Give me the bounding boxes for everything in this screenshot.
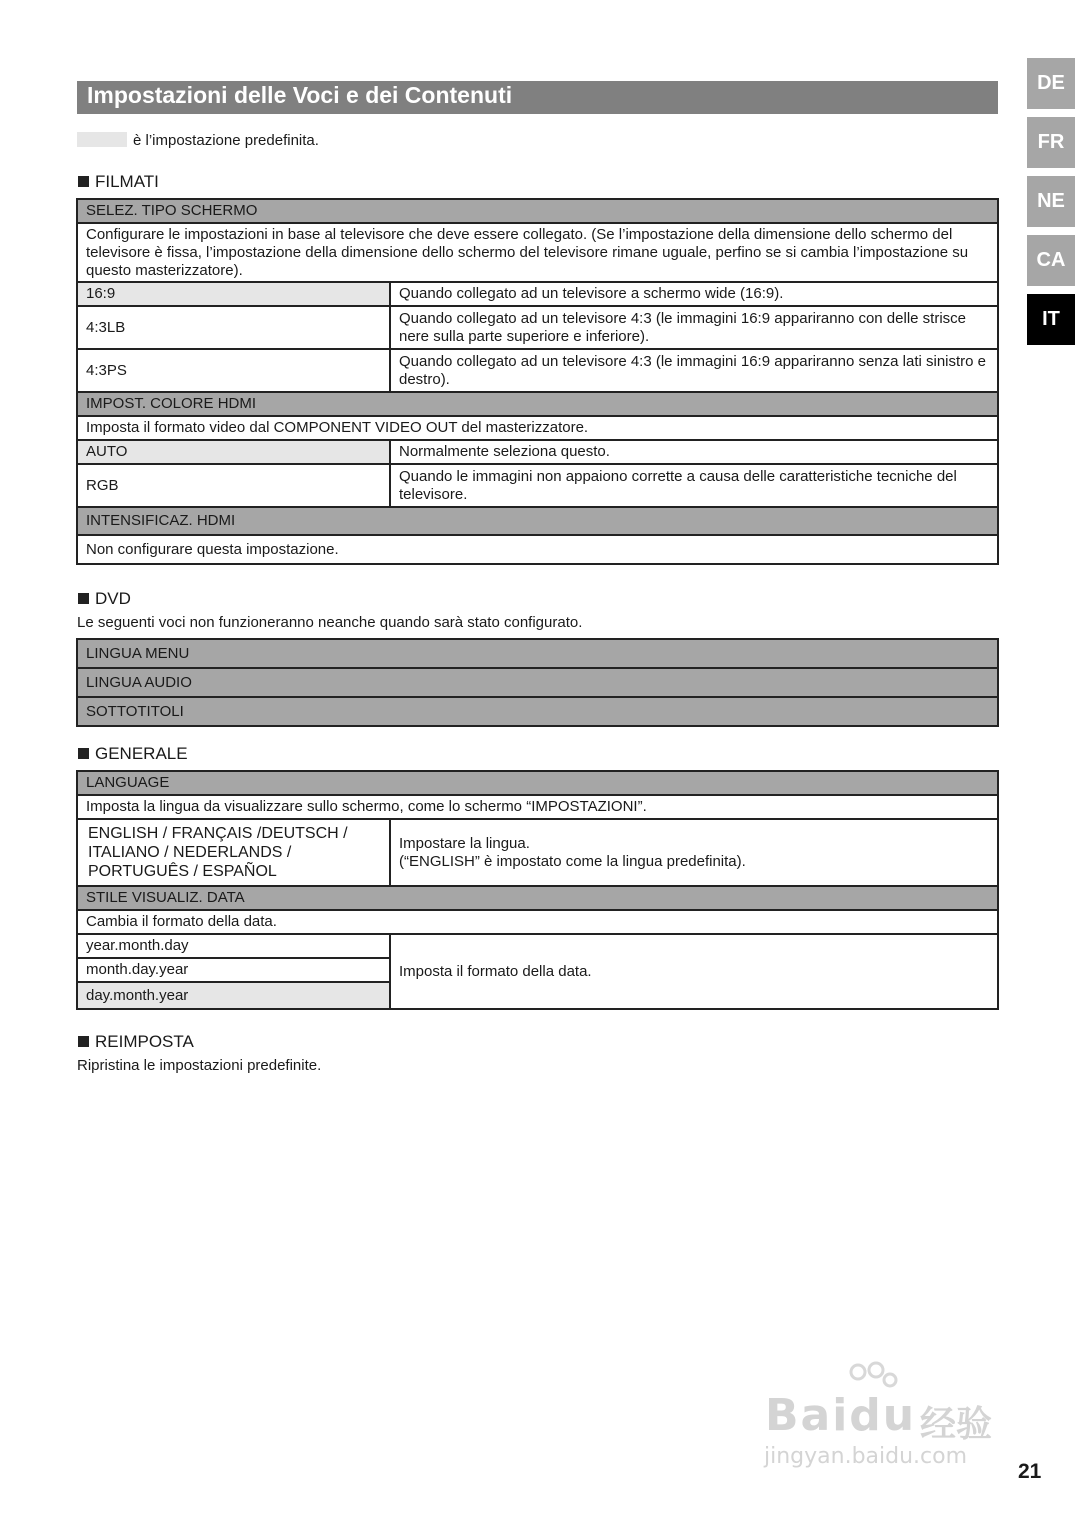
table-row	[77, 306, 998, 349]
section-generale-title: GENERALE	[95, 744, 188, 763]
filmati-table	[76, 198, 999, 565]
page-title: Impostazioni delle Voci e dei Contenuti	[77, 81, 998, 114]
option-desc: Quando collegato ad un televisore 4:3 (le immagini 16:9 appariranno senza lati sinistro e destro).	[390, 349, 998, 392]
option-month-day-year: month.day.year	[77, 958, 390, 982]
option-year-month-day: year.month.day	[77, 934, 390, 958]
option-4-3ps: 4:3PS	[77, 349, 390, 392]
option-desc: Quando collegato ad un televisore 4:3 (le immagini 16:9 appariranno con delle strisce nere sulla parte superiore e inferiore).	[390, 306, 998, 349]
language-desc	[390, 819, 998, 886]
table-row	[77, 819, 998, 886]
colore-header: IMPOST. COLORE HDMI	[77, 392, 998, 416]
option-desc: Normalmente seleziona questo.	[390, 440, 998, 464]
section-filmati	[78, 172, 159, 192]
tab-ne[interactable]: NE	[1027, 176, 1075, 227]
table-row	[77, 934, 998, 958]
option-4-3lb: 4:3LB	[77, 306, 390, 349]
bullet-square-icon	[78, 748, 89, 759]
table-row	[77, 282, 998, 306]
section-filmati-title: FILMATI	[95, 172, 159, 191]
language-desc-line: Impostare la lingua.	[399, 834, 530, 852]
option-auto: AUTO	[77, 440, 390, 464]
dvd-item-sottotitoli: SOTTOTITOLI	[77, 697, 998, 726]
language-options-line: ITALIANO / NEDERLANDS /	[88, 844, 292, 861]
dvd-note: Le seguenti voci non funzioneranno neanche quando sarà stato configurato.	[77, 614, 583, 631]
section-dvd	[78, 589, 131, 609]
tab-ca[interactable]: CA	[1027, 235, 1075, 286]
section-dvd-title: DVD	[95, 589, 131, 608]
language-description: Imposta la lingua da visualizzare sullo schermo, come lo schermo “IMPOSTAZIONI”.	[77, 795, 998, 819]
baidu-watermark	[760, 1360, 1010, 1475]
language-header: LANGUAGE	[77, 771, 998, 795]
language-desc-line: (“ENGLISH” è impostato come la lingua predefinita).	[399, 852, 746, 870]
data-desc: Imposta il formato della data.	[390, 934, 998, 1009]
bullet-square-icon	[78, 593, 89, 604]
table-row	[77, 349, 998, 392]
section-reimposta	[78, 1032, 194, 1052]
bullet-square-icon	[78, 176, 89, 187]
generale-table	[76, 770, 999, 1010]
colore-description: Imposta il formato video dal COMPONENT VIDEO OUT del masterizzatore.	[77, 416, 998, 440]
option-rgb: RGB	[77, 464, 390, 507]
dvd-item-lingua-menu: LINGUA MENU	[77, 639, 998, 668]
table-row	[77, 440, 998, 464]
page-number: 21	[1018, 1460, 1042, 1483]
dvd-table	[76, 638, 999, 727]
dvd-item-lingua-audio: LINGUA AUDIO	[77, 668, 998, 697]
language-options-line: PORTUGUÊS / ESPAÑOL	[88, 863, 277, 880]
language-options	[77, 819, 390, 886]
table-row	[77, 464, 998, 507]
option-16-9: 16:9	[77, 282, 390, 306]
bullet-square-icon	[78, 1036, 89, 1047]
tab-fr[interactable]: FR	[1027, 117, 1075, 168]
default-legend	[77, 132, 319, 150]
language-options-line: ENGLISH / FRANÇAIS /DEUTSCH /	[88, 825, 348, 842]
intensificaz-description: Non configurare questa impostazione.	[77, 535, 998, 564]
section-reimposta-title: REIMPOSTA	[95, 1032, 194, 1051]
selez-header: SELEZ. TIPO SCHERMO	[77, 199, 998, 223]
option-desc: Quando le immagini non appaiono corrette a causa delle caratteristiche tecniche del televisore.	[390, 464, 998, 507]
selez-description: Configurare le impostazioni in base al televisore che deve essere collegato. (Se l’impostazione della dimensione dello schermo del televisore è fissa, l’impostazione della dimensione dello schermo del televisore rimane uguale, perfino se si cambia l’impostazione su questo masterizzatore).	[77, 223, 998, 282]
tab-it[interactable]: IT	[1027, 294, 1075, 345]
data-description: Cambia il formato della data.	[77, 910, 998, 934]
default-swatch	[77, 132, 127, 147]
default-legend-text: è l’impostazione predefinita.	[133, 132, 319, 149]
tab-de[interactable]: DE	[1027, 58, 1075, 109]
option-day-month-year: day.month.year	[77, 982, 390, 1009]
reimposta-note: Ripristina le impostazioni predefinite.	[77, 1057, 322, 1074]
watermark-cn: 经验	[920, 1404, 993, 1445]
option-desc: Quando collegato ad un televisore a schermo wide (16:9).	[390, 282, 998, 306]
watermark-url: jingyan.baidu.com	[764, 1444, 968, 1469]
watermark-brand: Baidu	[765, 1390, 917, 1441]
section-generale	[78, 744, 188, 764]
intensificaz-header: INTENSIFICAZ. HDMI	[77, 507, 998, 535]
data-header: STILE VISUALIZ. DATA	[77, 886, 998, 910]
